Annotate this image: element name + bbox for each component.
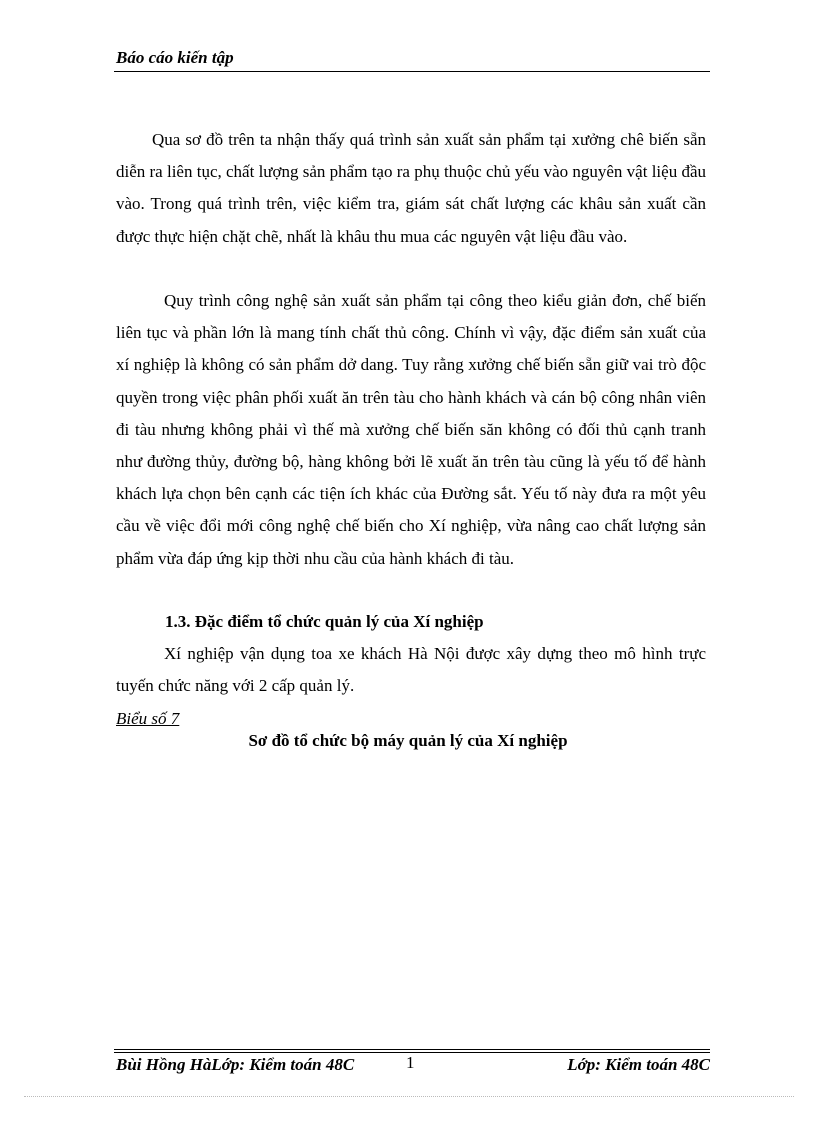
page-boundary xyxy=(24,1096,794,1097)
paragraph-management-model: Xí nghiệp vận dụng toa xe khách Hà Nội được xây dựng theo mô hình trực tuyến chức năng với 2 cấp quản lý. xyxy=(116,644,706,696)
page-number: 1 xyxy=(406,1053,415,1072)
org-chart-area xyxy=(116,760,706,1040)
header-divider xyxy=(114,71,710,72)
header-title: Báo cáo kiến tập xyxy=(116,48,234,67)
paragraph-process-summary: Qua sơ đồ trên ta nhận thấy quá trình sản xuất sản phẩm tại xưởng chê biến sẵn diễn ra liên tục, chất lượng sản phẩm tạo ra phụ thuộc chủ yếu vào nguyên vật liệu đầu vào. Trong quá trình trên, việc kiểm tra, giám sát chất lượng các khâu sản xuất cần được thực hiện chặt chẽ, nhất là khâu thu mua các nguyên vật liệu đầu vào. xyxy=(116,130,706,246)
figure-title: Sơ đồ tổ chức bộ máy quản lý của Xí nghiệp xyxy=(248,731,568,750)
figure-label: Biểu số 7 xyxy=(116,709,180,728)
footer-class: Lớp: Kiểm toán 48C xyxy=(567,1055,710,1074)
section-heading: 1.3. Đặc điểm tổ chức quản lý của Xí nghiệp xyxy=(165,612,484,631)
paragraph-production-technology: Quy trình công nghệ sản xuất sản phẩm tại công theo kiểu giản đơn, chế biến liên tục và phần lớn là mang tính chất thủ công. Chính vì vậy, đặc điểm sản xuất của xí nghiệp là không có sản phẩm dở dang. Tuy rằng xưởng chế biến sẵn giữ vai trò độc quyền trong việc phân phối xuất ăn trên tàu cho hành khách và cán bộ công nhân viên đi tàu nhưng không phải vì thế mà xưởng chế biến săn không có đối thủ cạnh tranh như đường thủy, đường bộ, hàng không bởi lẽ xuất ăn trên tàu cũng là yếu tố để hành khách lựa chọn bên cạnh các tiện ích khác của Đường sắt. Yếu tố này đưa ra một yêu cầu về việc đổi mới công nghệ chế biến cho Xí nghiệp, vừa nâng cao chất lượng sản phẩm vừa đáp ứng kịp thời nhu cầu của hành khách đi tàu. xyxy=(116,291,706,568)
footer-author-class: Bùi Hồng HàLớp: Kiểm toán 48C xyxy=(116,1055,355,1074)
footer-divider-top xyxy=(114,1049,710,1050)
